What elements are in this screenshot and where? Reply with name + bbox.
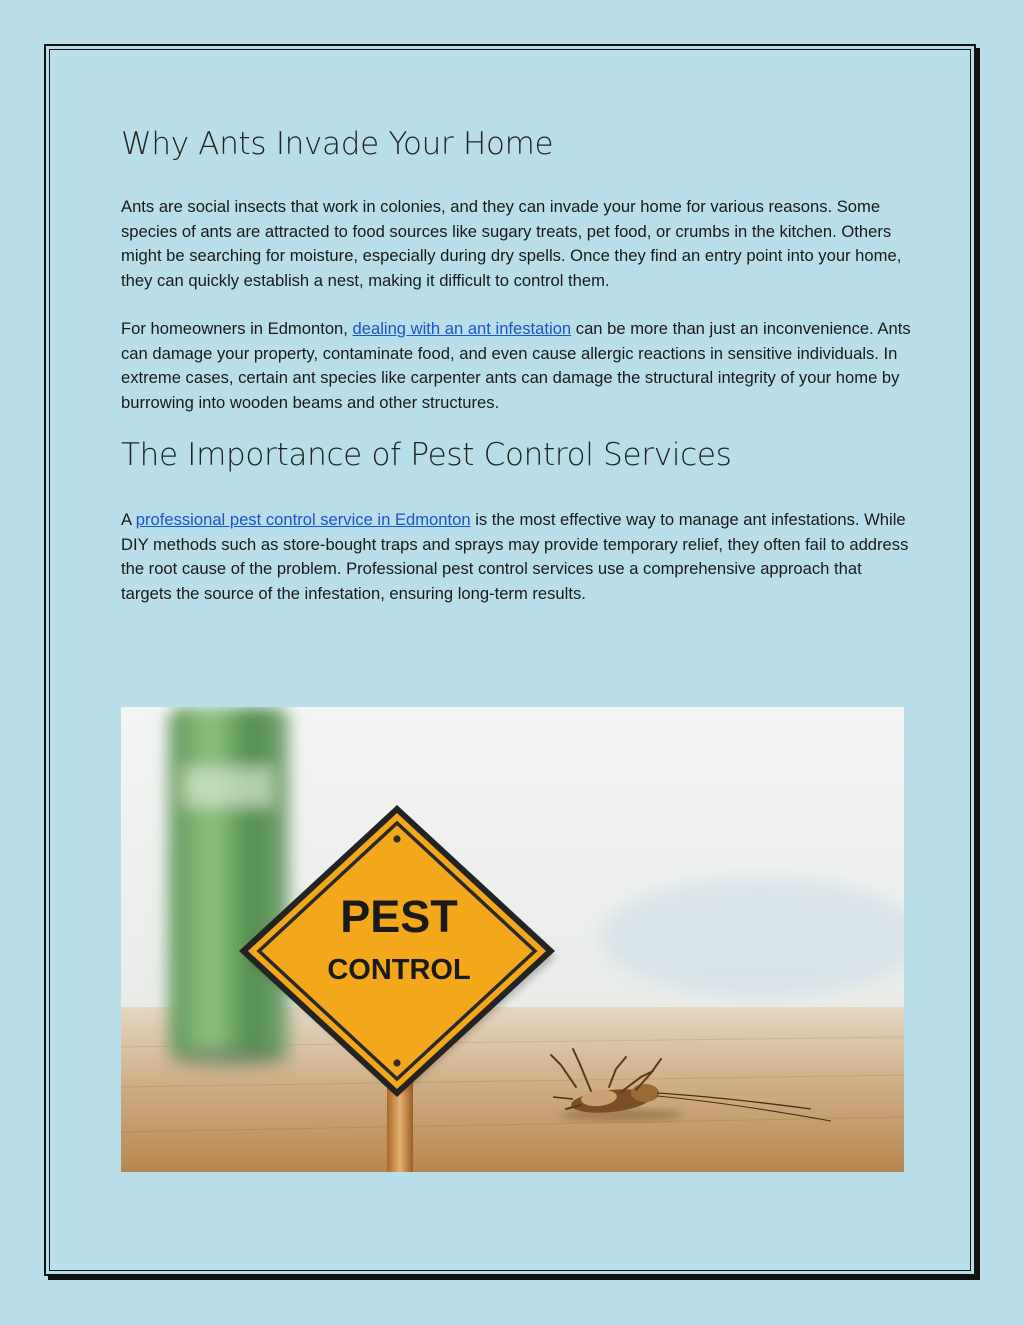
paragraph-text: For homeowners in Edmonton, bbox=[121, 319, 353, 338]
link-dealing-with-ant-infestation[interactable]: dealing with an ant infestation bbox=[352, 319, 572, 338]
document-body bbox=[121, 118, 911, 606]
pest-control-illustration bbox=[121, 707, 904, 1172]
pest-control-photo bbox=[121, 707, 904, 1172]
sign-text-control: CONTROL bbox=[327, 954, 471, 986]
paragraph-edmonton-homeowners bbox=[121, 317, 911, 415]
paragraph-ant-reasons: Ants are social insects that work in colonies, and they can invade your home for various reasons. Some species of ants are attracted to food sources like sugary treats, pet food, or crumbs in the kitchen. Others might be searching for moisture, especially during dry spells. Once they find an entry point into your home, they can quickly establish a nest, making it difficult to control them. bbox=[121, 197, 902, 290]
paragraph-professional-service bbox=[121, 508, 911, 606]
paragraph-text: is the most effective way to manage ant infestations. While DIY methods such as store-bought traps and sprays may provide temporary relief, they often fail to address the root cause of the problem. Professional pest control services use a comprehensive approach that targets the source of the infestation, ensuring long-term results. bbox=[121, 510, 909, 603]
heading-why-ants: Why Ants Invade Your Home bbox=[121, 126, 554, 162]
sign-text-pest: PEST bbox=[340, 891, 458, 942]
paragraph-text: can be more than just an inconvenience. Ants can damage your property, contaminate food, and even cause allergic reactions in sensitive individuals. In extreme cases, certain ant species like carpenter ants can damage the structural integrity of your home by burrowing into wooden beams and other structures. bbox=[121, 319, 911, 412]
heading-importance-pest-control: The Importance of Pest Control Services bbox=[121, 437, 732, 473]
paragraph-text: A bbox=[121, 510, 136, 529]
link-professional-pest-control[interactable]: professional pest control service in Edmonton bbox=[135, 510, 471, 529]
